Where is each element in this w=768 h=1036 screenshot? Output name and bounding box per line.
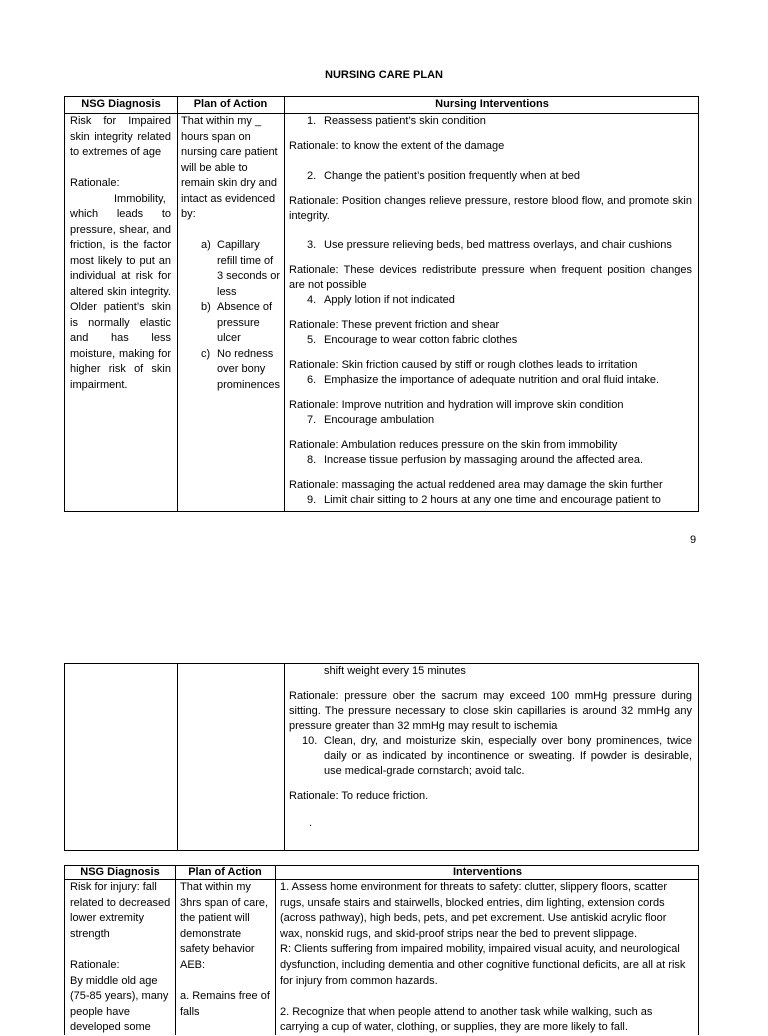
intervention-rationale: Rationale: Position changes relieve pressure, restore blood flow, and promote skin integrity.	[289, 195, 692, 222]
plan-cell	[181, 114, 281, 393]
diagnosis-cell	[70, 880, 172, 1036]
header-nsg-diagnosis: NSG Diagnosis	[81, 98, 161, 110]
header-plan-of-action: Plan of Action	[193, 98, 268, 110]
intervention-rationale: R: Clients suffering from impaired mobility, impaired visual acuity, and neurological dysfunction, including dementia and other cognitive functional deficits, are all at risk for injury from common hazards.	[280, 943, 686, 987]
goal-text: Capillary refill time of 3 seconds or less	[217, 239, 280, 298]
interventions-continuation-cell	[289, 664, 692, 831]
rationale-label: Rationale:	[70, 958, 120, 971]
intervention-item	[289, 293, 692, 308]
care-plan-table-1	[64, 96, 699, 512]
intervention-item	[289, 169, 692, 184]
intervention-item	[289, 453, 692, 468]
intervention-item	[289, 493, 692, 508]
diagnosis-text: Risk for Impaired skin integrity related to extremes of age	[70, 115, 171, 158]
care-plan-table-3	[64, 865, 699, 1035]
intervention-text: Change the patient’s position frequently when at bed	[324, 170, 581, 182]
intervention-rationale: Rationale: To reduce friction.	[289, 790, 429, 802]
intervention-item	[289, 333, 692, 348]
interventions-cell	[280, 880, 692, 1036]
intervention-rationale: Rationale: Skin friction caused by stiff or rough clothes leads to irritation	[289, 359, 638, 371]
header-nursing-interventions: Nursing Interventions	[435, 98, 549, 110]
intervention-text: Use pressure relieving beds, bed mattress overlays, and chair cushions	[324, 239, 672, 251]
trailing-dot: .	[309, 817, 313, 829]
goal-label: c)	[201, 347, 211, 360]
intervention-text: Increase tissue perfusion by massaging around the affected area.	[324, 454, 643, 466]
intervention-number: 4.	[307, 294, 317, 306]
intervention-text: Reassess patient’s skin condition	[324, 115, 486, 127]
plan-goal-b	[181, 300, 281, 347]
intervention-text: 1. Assess home environment for threats to safety: clutter, slippery floors, scatter rugs, unsafe stairs and stairwells, blocked entries, dim lighting, extension cords (across pathway), high beds, pets, and pet excrement. Use antiskid acrylic floor wax, nonskid rugs, and skid-proof strips near the bed to prevent slippage.	[280, 881, 668, 940]
intervention-item	[289, 114, 692, 129]
intervention-number: 2.	[307, 170, 317, 182]
goal-text: Absence of pressure ulcer	[217, 301, 273, 344]
intervention-number: 3.	[307, 239, 317, 251]
intervention-rationale: Rationale: to know the extent of the damage	[289, 140, 505, 152]
plan-intro: That within my _ hours span on nursing care patient will be able to remain skin dry and intact as evidenced by:	[181, 115, 278, 220]
intervention-text: Clean, dry, and moisturize skin, especially over bony prominences, twice daily or as indicated by incontinence or sweating. If powder is desirable, use medical-grade cornstarch; avoid talc.	[324, 735, 692, 777]
intervention-item	[289, 373, 692, 388]
intervention-number: 1.	[307, 115, 317, 127]
intervention-text: Apply lotion if not indicated	[324, 294, 455, 306]
diagnosis-rationale: Immobility, which leads to pressure, shear, and friction, is the factor most likely to put an individual at risk for altered skin integrity. Older patient’s skin is normally elastic and has less moisture, making for higher risk of skin impairment.	[70, 192, 171, 391]
diagnosis-text: Risk for injury: fall related to decreased lower extremity strength	[70, 881, 171, 940]
intervention-item	[289, 238, 692, 253]
page-number: 9	[690, 534, 697, 546]
intervention-number: 6.	[307, 374, 317, 386]
intervention-rationale: Rationale: These prevent friction and shear	[289, 319, 500, 331]
intervention-rationale: Rationale: Ambulation reduces pressure on the skin from immobility	[289, 439, 618, 451]
intervention-number: 10.	[302, 735, 318, 747]
plan-goal-c	[181, 347, 281, 394]
intervention-text: Limit chair sitting to 2 hours at any one time and encourage patient to	[324, 494, 661, 506]
header-interventions: Interventions	[452, 866, 523, 878]
care-plan-table-continuation	[64, 663, 699, 851]
intervention-number: 7.	[307, 414, 317, 426]
plan-goal-a: a. Remains free of falls	[180, 990, 270, 1018]
intervention-rationale: Rationale: massaging the actual reddened area may damage the skin further	[289, 479, 663, 491]
intervention-rationale: Rationale: These devices redistribute pressure when frequent position changes are not possible	[289, 264, 692, 291]
intervention-number: 8.	[307, 454, 317, 466]
rationale-label: Rationale:	[70, 177, 120, 189]
diagnosis-cell	[70, 114, 171, 393]
goal-label: b)	[201, 301, 211, 313]
plan-cell	[180, 880, 272, 1020]
intervention-item	[289, 413, 692, 428]
intervention-text: Emphasize the importance of adequate nutrition and oral fluid intake.	[324, 374, 660, 386]
intervention-item	[289, 734, 692, 779]
goal-text: No redness over bony prominences	[217, 347, 280, 391]
intervention-number: 9.	[307, 494, 317, 506]
intervention-rationale: Rationale: Improve nutrition and hydration will improve skin condition	[289, 399, 624, 411]
intervention-text: Encourage to wear cotton fabric clothes	[324, 334, 518, 346]
header-nsg-diagnosis: NSG Diagnosis	[80, 866, 160, 878]
page-title: NURSING CARE PLAN	[325, 69, 443, 81]
header-plan-of-action: Plan of Action	[188, 866, 262, 878]
diagnosis-rationale: By middle old age (75-85 years), many people have developed some	[70, 974, 169, 1034]
intervention-text: Encourage ambulation	[324, 414, 435, 426]
interventions-cell	[289, 114, 692, 508]
intervention-continuation: shift weight every 15 minutes	[324, 665, 466, 677]
intervention-text: 2. Recognize that when people attend to another task while walking, such as carrying a cup of water, clothing, or supplies, they are more likely to fall.	[280, 1005, 653, 1034]
intervention-rationale: Rationale: pressure ober the sacrum may exceed 100 mmHg pressure during sitting. The pressure necessary to close skin capillaries is around 32 mmHg any pressure greater than 32 mmHg may result to ischemia	[289, 690, 692, 732]
goal-label: a)	[201, 239, 211, 251]
plan-intro: That within my 3hrs span of care, the patient will demonstrate safety behavior AEB:	[180, 881, 269, 971]
plan-goal-a	[181, 238, 281, 300]
intervention-number: 5.	[307, 334, 317, 346]
